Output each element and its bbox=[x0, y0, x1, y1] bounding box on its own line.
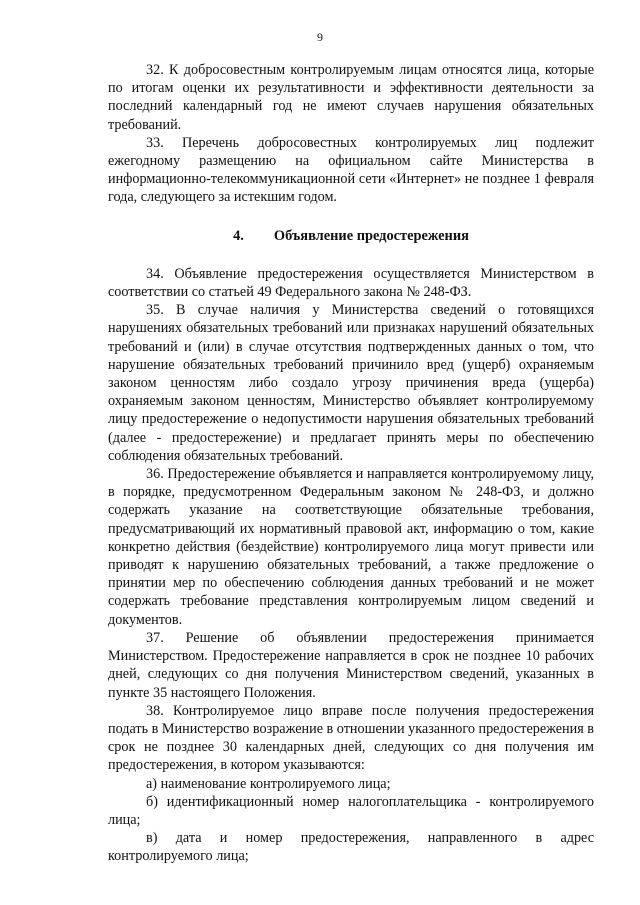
section-title: Объявление предостережения bbox=[273, 227, 469, 244]
section-number: 4. bbox=[233, 227, 244, 244]
page-number: 9 bbox=[317, 30, 323, 44]
paragraph-35: 35. В случае наличия у Министерства сведений о готовящихся нарушениях обязательных требований или признаках нарушений обязательных требований и (или) в случае отсутствия подтвержденных данных о том, что нарушение обязательных требований причинило вред (ущерб) охраняемым законом ценностям либо создало угрозу причинения вреда (ущерба) охраняемым законом ценностям, Министерство объявляет контролируемому лицу предостережение о недопустимости нарушения обязательных требований (далее - предостережение) и предлагает принять меры по обеспечению соблюдения обязательных требований. bbox=[108, 302, 594, 464]
paragraph-33: 33. Перечень добросовестных контролируемых лиц подлежит ежегодному размещению на официальном сайте Министерства в информационно-телекоммуникационной сети «Интернет» не позднее 1 февраля года, следующего за истекшим годом. bbox=[108, 134, 594, 206]
paragraph-36: 36. Предостережение объявляется и направляется контролируемому лицу, в порядке, предусмотренном Федеральным законом № 248-ФЗ, и должно содержать указание на соответствующие обязательные требования, предусматривающий их нормативный правовой акт, информацию о том, какие конкретно действия (бездействие) контролируемого лица могут привести или приводят к нарушению обязательных требований, а также предложение о принятии мер по обеспечению соблюдения данных требований и не может содержать требование представления контролируемым лицом сведений и документов. bbox=[108, 466, 594, 628]
paragraph-37: 37. Решение об объявлении предостережения принимается Министерством. Предостережение направляется в срок не позднее 10 рабочих дней, следующих со дня получения Министерством сведений, указанных в пункте 35 настоящего Положения. bbox=[108, 629, 594, 701]
paragraph-38: 38. Контролируемое лицо вправе после получения предостережения подать в Министерство возражение в отношении указанного предостережения в срок не позднее 30 календарных дней, следующих со дня получения им предостережения, в котором указываются: bbox=[108, 702, 594, 774]
list-item-a: а) наименование контролируемого лица; bbox=[146, 775, 391, 792]
paragraph-32: 32. К добросовестным контролируемым лицам относятся лица, которые по итогам оценки их результативности и эффективности деятельности за последний календарный год не имеют случаев нарушения обязательных требований. bbox=[108, 62, 594, 133]
list-item-v: в) дата и номер предостережения, направленного в адрес контролируемого лица; bbox=[108, 830, 594, 865]
document-body bbox=[108, 61, 594, 866]
section-heading bbox=[108, 227, 594, 245]
list-item-b: б) идентификационный номер налогоплательщика - контролируемого лица; bbox=[108, 793, 594, 828]
paragraph-34: 34. Объявление предостережения осуществляется Министерством в соответствии со статьей 49 Федерального закона № 248-ФЗ. bbox=[108, 265, 594, 301]
